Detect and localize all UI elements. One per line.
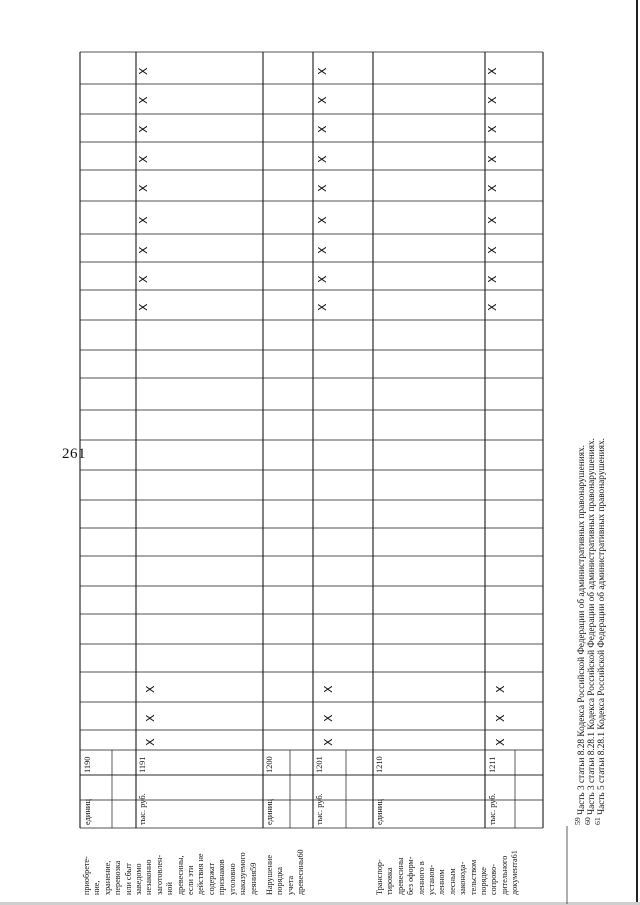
label-line: ние, xyxy=(92,880,102,895)
footnote-59: $^{59}$ Часть 3 статьи 8.28 Кодекса Российской Федерации об административных правонарушениях. xyxy=(573,445,588,825)
x-mark: X xyxy=(137,96,150,104)
x-mark: X xyxy=(137,246,150,254)
label-line: наказуемого xyxy=(238,852,248,895)
row-label-wood-transport-without-document xyxy=(375,850,521,895)
label-line: учета xyxy=(285,875,295,895)
label-line: ной xyxy=(165,882,175,895)
label-line: перевозка xyxy=(113,860,123,895)
unit-units-1190: единиц xyxy=(83,799,92,825)
unit-thousand-rub-1191: тыс. руб. xyxy=(138,793,147,825)
label-line: содержат xyxy=(206,862,216,895)
x-mark: X xyxy=(316,275,329,283)
x-mark: X xyxy=(316,216,329,224)
x-mark: X xyxy=(316,155,329,163)
label-line: заведомо xyxy=(134,863,144,895)
label-line: законода- xyxy=(458,861,468,895)
label-line: если эти xyxy=(186,865,196,895)
footnote-60: $^{60}$ Часть 3 статьи 8.28.1 Кодекса Российской Федерации об административных правонарушениях. xyxy=(583,438,598,825)
label-line: деяния59 xyxy=(248,862,258,895)
x-mark: X xyxy=(486,184,499,192)
unit-thousand-rub-1211: тыс. руб. xyxy=(488,793,497,825)
x-mark: X xyxy=(486,125,499,133)
row-code-1190: 1190 xyxy=(83,756,92,773)
label-line: уголовно xyxy=(227,863,237,895)
row-code-1210: 1210 xyxy=(375,756,384,773)
x-mark: X xyxy=(486,96,499,104)
x-mark: X xyxy=(137,125,150,133)
label-line: ленного в xyxy=(416,861,426,895)
label-line: тировка xyxy=(385,867,395,895)
label-line: порядке xyxy=(479,867,489,895)
x-mark: X xyxy=(137,67,150,75)
x-mark: X xyxy=(486,155,499,163)
row-label-wood-accounting-violation xyxy=(265,849,307,895)
page-number: 261 xyxy=(62,446,86,462)
x-mark: X xyxy=(137,216,150,224)
x-mark: X xyxy=(144,714,157,722)
label-line: приобрете- xyxy=(82,856,91,895)
x-mark: X xyxy=(144,738,157,746)
x-mark: X xyxy=(486,275,499,283)
label-line: установ- xyxy=(427,864,437,895)
unit-thousand-rub-1201: тыс. руб. xyxy=(315,793,324,825)
label-line: незаконно xyxy=(144,859,154,895)
label-line: ленном xyxy=(437,869,447,895)
row-code-1211: 1211 xyxy=(488,756,497,773)
x-mark: X xyxy=(486,216,499,224)
label-line: древесины60 xyxy=(296,849,306,895)
row-code-1201: 1201 xyxy=(315,756,324,773)
x-mark: X xyxy=(486,303,499,311)
x-mark: X xyxy=(144,685,157,693)
label-line: действия не xyxy=(196,853,206,895)
x-mark: X xyxy=(494,738,507,746)
x-mark: X xyxy=(316,96,329,104)
x-mark: X xyxy=(316,184,329,192)
x-mark: X xyxy=(316,125,329,133)
label-line: порядка xyxy=(275,867,285,895)
x-mark: X xyxy=(322,738,335,746)
x-mark: X xyxy=(137,303,150,311)
label-line: без оформ- xyxy=(406,856,416,895)
x-mark: X xyxy=(137,275,150,283)
row-code-1191: 1191 xyxy=(138,756,147,773)
x-mark: X xyxy=(486,246,499,254)
unit-units-1200: единиц xyxy=(265,799,274,825)
label-line: тельством xyxy=(468,859,478,895)
label-line: документа61 xyxy=(510,850,520,895)
label-line: сопрово- xyxy=(489,864,499,895)
x-mark: X xyxy=(316,246,329,254)
x-mark: X xyxy=(316,303,329,311)
x-mark: X xyxy=(137,155,150,163)
label-line: Транспор- xyxy=(375,859,384,895)
x-mark: X xyxy=(316,67,329,75)
row-code-1200: 1200 xyxy=(265,756,274,773)
x-mark: X xyxy=(494,685,507,693)
label-line: хранение, xyxy=(102,860,112,895)
x-mark: X xyxy=(486,67,499,75)
x-mark: X xyxy=(137,184,150,192)
x-mark: X xyxy=(494,714,507,722)
footnote-61: $^{61}$ Часть 5 статьи 8.28.1 Кодекса Российской Федерации об административных правонарушениях. xyxy=(593,438,608,825)
unit-units-1210: единиц xyxy=(375,799,384,825)
label-line: древесины, xyxy=(175,855,185,895)
row-label-illegal-wood-sale xyxy=(82,852,259,895)
label-line: заготовлен- xyxy=(154,854,164,895)
label-line: Нарушение xyxy=(265,855,274,895)
label-line: лесным xyxy=(447,868,457,895)
x-mark: X xyxy=(322,714,335,722)
x-mark: X xyxy=(322,685,335,693)
label-line: или сбыт xyxy=(123,863,133,895)
label-line: дительного xyxy=(499,855,509,895)
label-line: признаков xyxy=(217,859,227,895)
label-line: древесины xyxy=(395,857,405,895)
